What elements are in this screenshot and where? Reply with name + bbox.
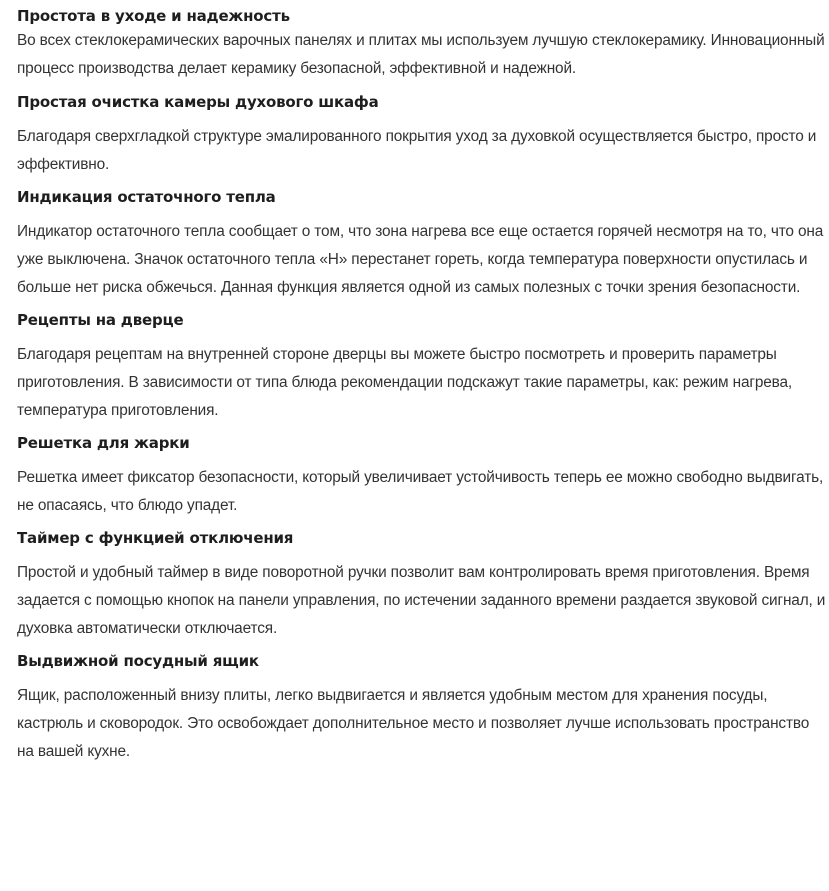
feature-text: Во всех стеклокерамических варочных панелях и плитах мы используем лучшую стеклокерамику. Инновационный процесс производства делает керамику безопасной, эффективной и надежной. xyxy=(17,32,825,77)
feature-text: Ящик, расположенный внизу плиты, легко выдвигается и является удобным местом для хранения посуды, кастрюль и сковородок. Это освобождает дополнительное место и позволяет лучше использовать пространство на вашей кухне. xyxy=(17,687,810,760)
feature-title: Рецепты на дверце xyxy=(17,311,184,329)
feature-title: Таймер с функцией отключения xyxy=(17,529,294,547)
feature-text: Индикатор остаточного тепла сообщает о том, что зона нагрева все еще остается горячей несмотря на то, что она уже выключена. Значок остаточного тепла «H» перестанет гореть, когда температура поверхности опустилась и больше нет риска обжечься. Данная функция является одной из самых полезных с точки зрения безопасности. xyxy=(17,223,824,296)
feature-timer xyxy=(17,527,827,643)
feature-title: Решетка для жарки xyxy=(17,434,190,452)
feature-title: Выдвижной посудный ящик xyxy=(17,652,259,670)
feature-text: Благодаря рецептам на внутренней стороне дверцы вы можете быстро посмотреть и проверить параметры приготовления. В зависимости от типа блюда рекомендации подскажут такие параметры, как: режим нагрева, температура приготовления. xyxy=(17,346,793,419)
feature-door-recipes xyxy=(17,309,827,425)
feature-oven-cleaning xyxy=(17,91,827,179)
feature-title: Простая очистка камеры духового шкафа xyxy=(17,93,379,111)
feature-residual-heat xyxy=(17,186,827,302)
feature-text: Простой и удобный таймер в виде поворотной ручки позволит вам контролировать время приготовления. Время задается с помощью кнопок на панели управления, по истечении заданного времени раздается звуковой сигнал, и духовка автоматически отключается. xyxy=(17,564,826,637)
feature-grill-rack xyxy=(17,432,827,520)
feature-easy-care xyxy=(17,5,827,83)
feature-text: Решетка имеет фиксатор безопасности, который увеличивает устойчивость теперь ее можно свободно выдвигать, не опасаясь, что блюдо упадет. xyxy=(17,469,824,514)
feature-storage-drawer xyxy=(17,650,827,766)
feature-title: Индикация остаточного тепла xyxy=(17,188,276,206)
feature-text: Благодаря сверхгладкой структуре эмалированного покрытия уход за духовкой осуществляется быстро, просто и эффективно. xyxy=(17,128,817,173)
feature-title: Простота в уходе и надежность xyxy=(17,7,290,25)
